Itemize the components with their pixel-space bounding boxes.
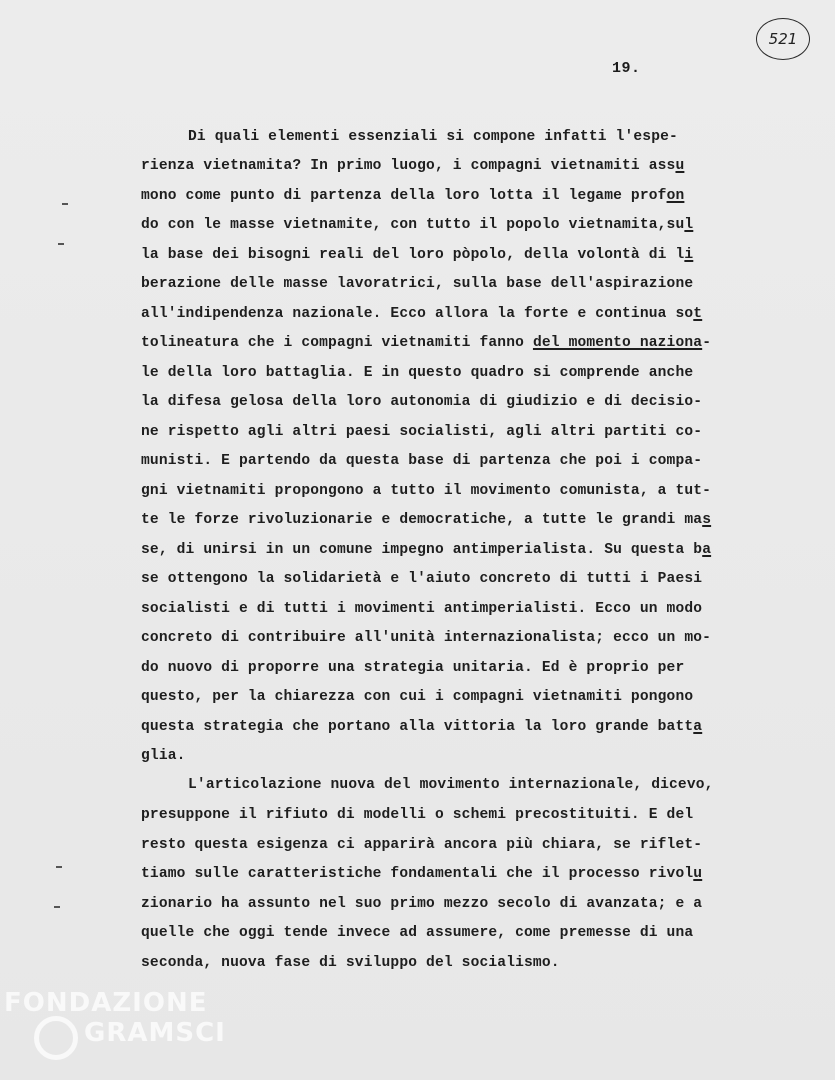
underlined-text: l (684, 217, 694, 233)
underlined-text: on (666, 188, 685, 204)
line-text: se, di unirsi in un comune impegno antimperialista. Su questa b (141, 542, 703, 558)
underlined-text: s (702, 512, 712, 528)
text-line (141, 392, 702, 412)
line-text: tiamo sulle caratteristiche fondamentali che il processo rivol (141, 866, 694, 882)
text-line (141, 717, 702, 737)
line-text: tolineatura che i compagni vietnamiti fanno (141, 335, 533, 351)
margin-mark (62, 203, 68, 205)
watermark-line2: GRAMSCI (84, 1018, 226, 1048)
underlined-text: i (684, 247, 694, 263)
line-text: ne rispetto agli altri paesi socialisti, agli altri partiti co- (141, 424, 703, 440)
text-line (141, 569, 702, 589)
line-text: la difesa gelosa della loro autonomia di giudizio e di decisio- (141, 394, 703, 410)
text-line (141, 363, 693, 383)
text-line (141, 746, 186, 766)
text-line (141, 923, 693, 943)
text-line (141, 274, 693, 294)
text-line (141, 481, 711, 501)
line-text: all'indipendenza nazionale. Ecco allora la forte e continua so (141, 306, 694, 322)
line-text: questa strategia che portano alla vittoria la loro grande batt (141, 719, 694, 735)
line-text: concreto di contribuire all'unità internazionalista; ecco un mo- (141, 630, 712, 646)
text-line (141, 304, 702, 324)
underlined-text: a (693, 719, 703, 735)
line-text: resto questa esigenza ci apparirà ancora più chiara, se riflet- (141, 837, 703, 853)
line-text: gni vietnamiti propongono a tutto il movimento comunista, a tut- (141, 483, 712, 499)
text-line (141, 599, 702, 619)
text-line (141, 805, 693, 825)
line-text: presuppone il rifiuto di modelli o schemi precostituiti. E del (141, 807, 694, 823)
line-text: quelle che oggi tende invece ad assumere, come premesse di una (141, 925, 694, 941)
text-line (141, 835, 702, 855)
margin-mark (58, 243, 64, 245)
line-text: mono come punto di partenza della loro lotta il legame prof (141, 188, 667, 204)
text-line (141, 864, 702, 884)
line-text: zionario ha assunto nel suo primo mezzo secolo di avanzata; e a (141, 896, 703, 912)
line-text: glia. (141, 748, 186, 764)
text-line (141, 687, 693, 707)
watermark-line1: FONDAZIONE (4, 988, 208, 1018)
gramsci-logo-icon (34, 1016, 78, 1060)
margin-mark (56, 866, 62, 868)
underlined-text: t (693, 306, 703, 322)
line-text: se ottengono la solidarietà e l'aiuto concreto di tutti i Paesi (141, 571, 703, 587)
line-text: do nuovo di proporre una strategia unitaria. Ed è proprio per (141, 660, 685, 676)
text-line (141, 422, 702, 442)
text-line (141, 333, 711, 353)
line-text: seconda, nuova fase di sviluppo del socialismo. (141, 955, 560, 971)
text-line (141, 510, 711, 530)
text-line (141, 953, 560, 973)
text-line (141, 186, 684, 206)
line-text: rienza vietnamita? In primo luogo, i compagni vietnamiti ass (141, 158, 676, 174)
line-text: socialisti e di tutti i movimenti antimperialisti. Ecco un modo (141, 601, 703, 617)
text-line (188, 127, 678, 147)
text-line (141, 658, 684, 678)
text-line (141, 540, 711, 560)
text-line (141, 245, 693, 265)
line-text: do con le masse vietnamite, con tutto il popolo vietnamita,su (141, 217, 685, 233)
underlined-text: a (702, 542, 712, 558)
line-tail: - (702, 335, 712, 351)
line-text: berazione delle masse lavoratrici, sulla base dell'aspirazione (141, 276, 694, 292)
margin-mark (54, 906, 60, 908)
text-line (141, 156, 684, 176)
line-text: Di quali elementi essenziali si compone infatti l'espe- (188, 129, 678, 145)
text-line (141, 894, 702, 914)
page-number: 19. (612, 60, 641, 77)
text-line (141, 451, 702, 471)
line-text: la base dei bisogni reali del loro pòpolo, della volontà di l (141, 247, 685, 263)
line-text: L'articolazione nuova del movimento internazionale, dicevo, (188, 777, 714, 793)
underlined-text: u (675, 158, 685, 174)
underlined-text: u (693, 866, 703, 882)
line-text: le della loro battaglia. E in questo quadro si comprende anche (141, 365, 694, 381)
text-line (141, 628, 711, 648)
line-text: questo, per la chiarezza con cui i compagni vietnamiti pongono (141, 689, 694, 705)
text-line (141, 215, 693, 235)
text-line (188, 775, 714, 795)
underlined-text: del momento naziona (532, 335, 703, 351)
fondazione-gramsci-watermark (0, 988, 226, 1080)
archive-stamp: 521 (756, 18, 810, 60)
line-text: munisti. E partendo da questa base di partenza che poi i compa- (141, 453, 703, 469)
line-text: te le forze rivoluzionarie e democratiche, a tutte le grandi ma (141, 512, 703, 528)
